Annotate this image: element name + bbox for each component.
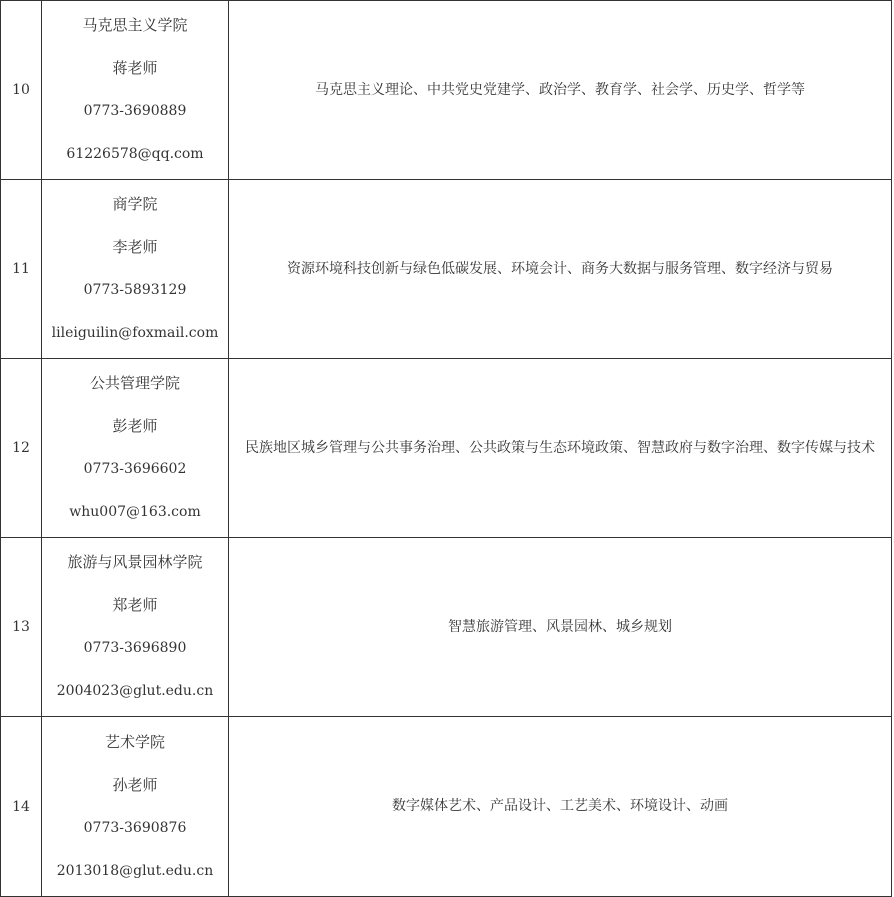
contact-cell xyxy=(42,180,229,359)
college-name: 公共管理学院 xyxy=(89,374,180,392)
contact-cell xyxy=(42,717,229,897)
college-name: 商学院 xyxy=(112,195,158,213)
row-number: 12 xyxy=(1,359,42,538)
row-number: 11 xyxy=(1,180,42,359)
research-fields: 民族地区城乡管理与公共事务治理、公共政策与生态环境政策、智慧政府与数字治理、数字传媒与技术 xyxy=(229,359,892,538)
phone-number: 0773-3696602 xyxy=(83,461,187,477)
contact-cell xyxy=(42,359,229,538)
contact-cell xyxy=(42,1,229,180)
college-name: 旅游与风景园林学院 xyxy=(67,553,203,571)
research-fields: 马克思主义理论、中共党史党建学、政治学、教育学、社会学、历史学、哲学等 xyxy=(229,1,892,180)
college-name: 马克思主义学院 xyxy=(82,16,188,34)
college-name: 艺术学院 xyxy=(104,732,165,751)
contact-cell xyxy=(42,538,229,717)
email-address: 61226578@qq.com xyxy=(66,146,204,162)
table-row xyxy=(1,717,892,897)
phone-number: 0773-5893129 xyxy=(83,282,187,298)
table-row xyxy=(1,1,892,180)
table-row xyxy=(1,359,892,538)
table-row xyxy=(1,180,892,359)
email-address: 2004023@glut.edu.cn xyxy=(56,683,214,699)
teacher-name: 李老师 xyxy=(112,238,158,256)
row-number: 10 xyxy=(1,1,42,180)
email-address: whu007@163.com xyxy=(69,504,201,520)
research-fields: 数字媒体艺术、产品设计、工艺美术、环境设计、动画 xyxy=(229,717,892,897)
research-fields: 智慧旅游管理、风景园林、城乡规划 xyxy=(229,538,892,717)
email-address: 2013018@glut.edu.cn xyxy=(56,862,214,879)
email-address: lileiguilin@foxmail.com xyxy=(51,325,219,341)
row-number: 13 xyxy=(1,538,42,717)
teacher-name: 彭老师 xyxy=(112,417,158,435)
phone-number: 0773-3690876 xyxy=(83,819,187,836)
phone-number: 0773-3696890 xyxy=(83,640,187,656)
table-row xyxy=(1,538,892,717)
phone-number: 0773-3690889 xyxy=(83,103,187,119)
teacher-name: 郑老师 xyxy=(112,596,158,614)
research-fields: 资源环境科技创新与绿色低碳发展、环境会计、商务大数据与服务管理、数字经济与贸易 xyxy=(229,180,892,359)
teacher-name: 蒋老师 xyxy=(112,59,158,77)
teacher-name: 孙老师 xyxy=(112,775,158,794)
row-number: 14 xyxy=(1,717,42,897)
